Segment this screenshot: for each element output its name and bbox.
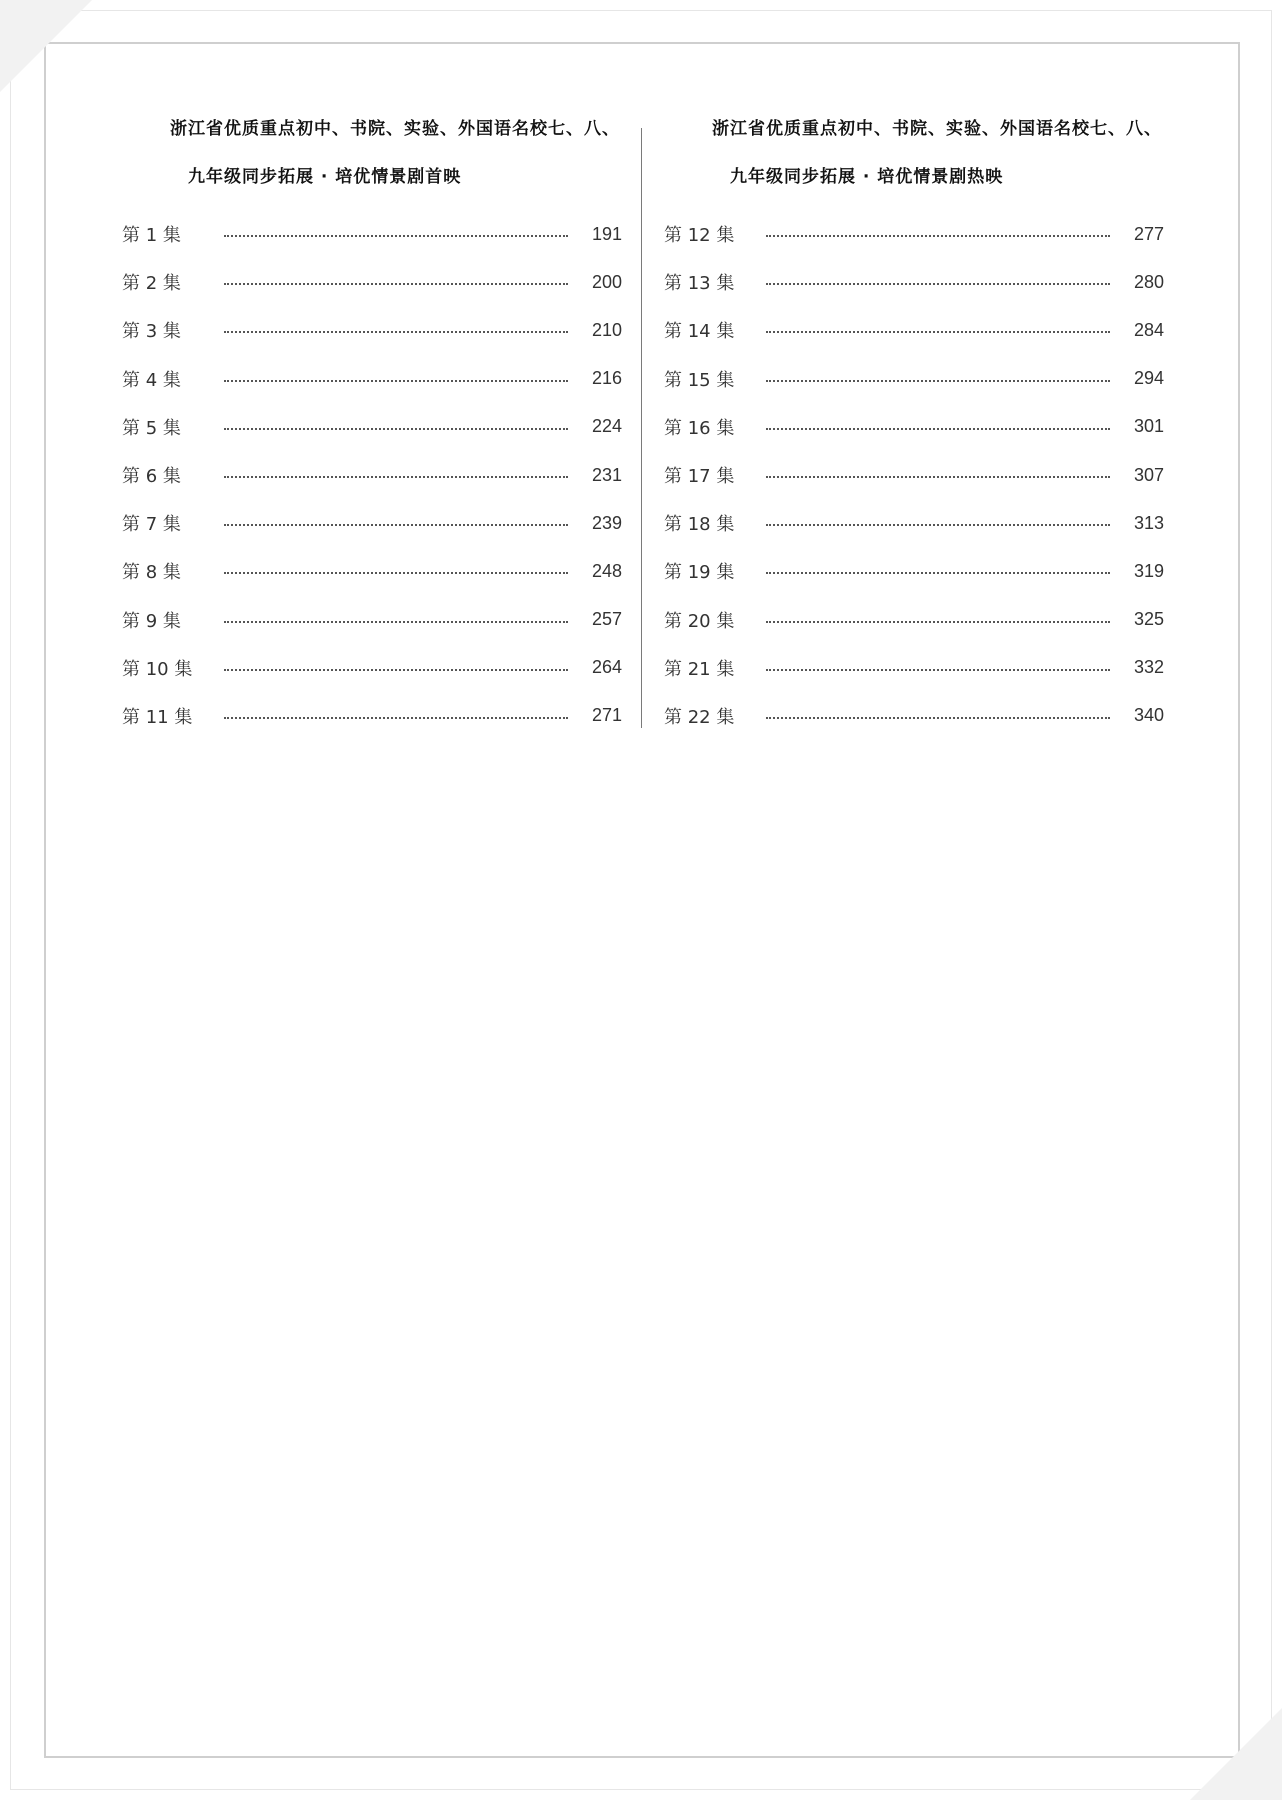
- toc-entry-page-number: 280: [1133, 271, 1164, 292]
- toc-dot-leader: [766, 621, 1110, 623]
- toc-column-left: [122, 118, 622, 740]
- toc-entry[interactable]: [122, 306, 622, 354]
- toc-entry-label: 第 13 集: [664, 273, 735, 295]
- toc-entry[interactable]: [122, 596, 622, 644]
- toc-entry[interactable]: [122, 644, 622, 692]
- toc-entry-label: 第 21 集: [664, 658, 735, 680]
- toc-dot-leader: [766, 380, 1110, 382]
- toc-entry-label: 第 11 集: [122, 706, 193, 728]
- toc-entry-label: 第 18 集: [664, 514, 735, 536]
- toc-entry[interactable]: [664, 644, 1164, 692]
- toc-dot-leader: [224, 331, 568, 333]
- toc-entry-label: 第 4 集: [122, 369, 181, 391]
- toc-entry[interactable]: [664, 306, 1164, 354]
- toc-dot-leader: [224, 621, 568, 623]
- toc-entry-page-number: 277: [1133, 223, 1164, 244]
- toc-entry[interactable]: [664, 258, 1164, 306]
- toc-entry-page-number: 325: [1133, 609, 1164, 630]
- left-heading-line2: 九年级同步拓展 · 培优情景剧首映: [188, 167, 462, 187]
- toc-entry[interactable]: [122, 258, 622, 306]
- toc-column-right: [664, 118, 1164, 740]
- toc-entry-page-number: 264: [591, 657, 622, 678]
- toc-entry[interactable]: [664, 210, 1164, 258]
- toc-dot-leader: [766, 283, 1110, 285]
- toc-dot-leader: [224, 428, 568, 430]
- toc-dot-leader: [224, 572, 568, 574]
- toc-entry[interactable]: [664, 355, 1164, 403]
- toc-entry-page-number: 216: [591, 368, 622, 389]
- toc-entry-label: 第 3 集: [122, 321, 181, 343]
- toc-entry-page-number: 191: [591, 223, 622, 244]
- toc-entry-label: 第 15 集: [664, 369, 735, 391]
- toc-dot-leader: [224, 235, 568, 237]
- toc-dot-leader: [766, 669, 1110, 671]
- toc-dot-leader: [766, 572, 1110, 574]
- page-corner-fold-bottom-right: [1190, 1708, 1282, 1800]
- toc-entry[interactable]: [122, 547, 622, 595]
- toc-entry[interactable]: [122, 210, 622, 258]
- toc-entry-page-number: 307: [1133, 464, 1164, 485]
- left-heading-line1: 浙江省优质重点初中、书院、实验、外国语名校七、八、: [170, 119, 620, 139]
- toc-entry-page-number: 301: [1133, 416, 1164, 437]
- toc-entry[interactable]: [664, 692, 1164, 740]
- toc-entry-page-number: 340: [1133, 705, 1164, 726]
- toc-entry-label: 第 12 集: [664, 225, 735, 247]
- toc-entry[interactable]: [664, 451, 1164, 499]
- toc-entry-page-number: 313: [1133, 512, 1164, 533]
- toc-entry-label: 第 20 集: [664, 610, 735, 632]
- toc-dot-leader: [766, 428, 1110, 430]
- toc-entry-page-number: 231: [591, 464, 622, 485]
- toc-entry[interactable]: [122, 499, 622, 547]
- right-heading-line1: 浙江省优质重点初中、书院、实验、外国语名校七、八、: [712, 119, 1162, 139]
- toc-entry-page-number: 319: [1133, 560, 1164, 581]
- toc-entry-label: 第 10 集: [122, 658, 193, 680]
- toc-entry-label: 第 5 集: [122, 417, 181, 439]
- toc-dot-leader: [766, 476, 1110, 478]
- right-heading-line2: 九年级同步拓展 · 培优情景剧热映: [730, 167, 1004, 187]
- toc-entry-page-number: 248: [591, 560, 622, 581]
- page-corner-fold-top-left: [0, 0, 92, 92]
- toc-entry-label: 第 16 集: [664, 417, 735, 439]
- toc-entry[interactable]: [122, 355, 622, 403]
- toc-entry[interactable]: [664, 499, 1164, 547]
- toc-entry[interactable]: [664, 547, 1164, 595]
- toc-entry[interactable]: [122, 403, 622, 451]
- toc-dot-leader: [766, 235, 1110, 237]
- toc-dot-leader: [224, 669, 568, 671]
- toc-entry-label: 第 8 集: [122, 562, 181, 584]
- toc-dot-leader: [224, 476, 568, 478]
- toc-entry-page-number: 224: [591, 416, 622, 437]
- toc-entry-label: 第 6 集: [122, 466, 181, 488]
- toc-entry-label: 第 14 集: [664, 321, 735, 343]
- toc-entry-page-number: 332: [1133, 657, 1164, 678]
- toc-entry-page-number: 294: [1133, 368, 1164, 389]
- toc-list-left: [122, 210, 622, 740]
- toc-entry[interactable]: [122, 451, 622, 499]
- toc-dot-leader: [766, 524, 1110, 526]
- toc-list-right: [664, 210, 1164, 740]
- toc-entry[interactable]: [664, 403, 1164, 451]
- toc-entry-page-number: 257: [591, 609, 622, 630]
- toc-entry-label: 第 2 集: [122, 273, 181, 295]
- toc-entry-label: 第 7 集: [122, 514, 181, 536]
- toc-entry-page-number: 284: [1133, 319, 1164, 340]
- toc-dot-leader: [766, 331, 1110, 333]
- toc-entry-label: 第 1 集: [122, 225, 181, 247]
- toc-entry[interactable]: [122, 692, 622, 740]
- toc-dot-leader: [224, 283, 568, 285]
- toc-entry-page-number: 239: [591, 512, 622, 533]
- column-divider: [641, 128, 642, 728]
- toc-entry-label: 第 19 集: [664, 562, 735, 584]
- toc-dot-leader: [766, 717, 1110, 719]
- toc-dot-leader: [224, 524, 568, 526]
- toc-entry[interactable]: [664, 596, 1164, 644]
- toc-entry-label: 第 22 集: [664, 706, 735, 728]
- toc-entry-page-number: 200: [591, 271, 622, 292]
- toc-entry-label: 第 9 集: [122, 610, 181, 632]
- toc-dot-leader: [224, 380, 568, 382]
- toc-entry-page-number: 271: [591, 705, 622, 726]
- toc-entry-label: 第 17 集: [664, 466, 735, 488]
- toc-dot-leader: [224, 717, 568, 719]
- toc-entry-page-number: 210: [591, 319, 622, 340]
